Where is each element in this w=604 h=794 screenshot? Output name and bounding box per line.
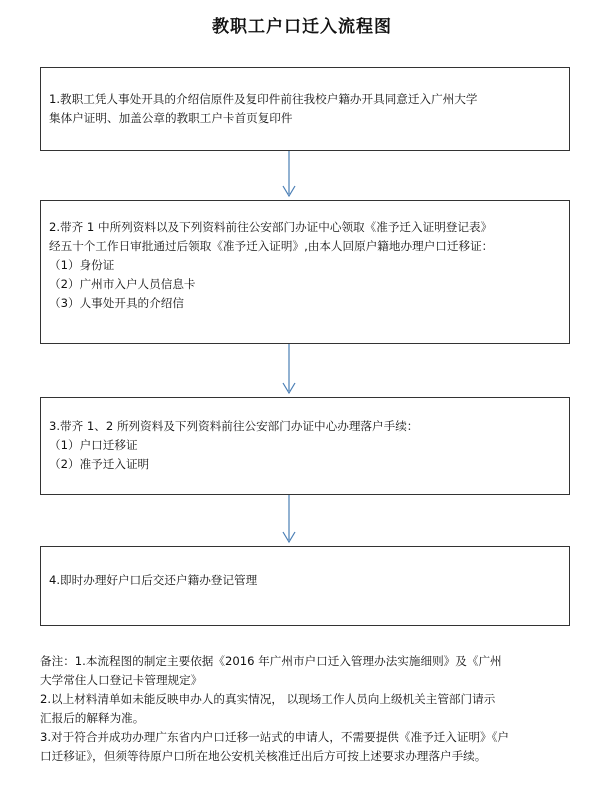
step-1-line-1: 1.教职工凭人事处开具的介绍信原件及复印件前往我校户籍办开具同意迁入广州大学 — [49, 92, 478, 106]
step-3-line-1: 3.带齐 1、2 所列资料及下列资料前往公安部门办证中心办理落户手续： — [49, 419, 419, 433]
note-line-2: 大学常住人口登记卡管理规定》 — [40, 673, 203, 687]
note-line-3: 2.以上材料清单如未能反映申办人的真实情况， 以现场工作人员向上级机关主管部门请示 — [40, 692, 496, 706]
note-line-5: 3.对于符合并成功办理广东省内户口迁移一站式的申请人，不需要提供《准予迁入证明》《户 — [40, 730, 510, 744]
step-2-line-2: 经五十个工作日审批通过后领取《准予迁入证明》,由本人回原户籍地办理户口迁移证： — [49, 239, 494, 253]
notes-section — [40, 652, 585, 766]
step-2-line-1: 2.带齐 1 中所列资料以及下列资料前往公安部门办证中心领取《准予迁入证明登记表》 — [49, 220, 493, 234]
flow-step-3 — [40, 397, 570, 495]
step-2-line-4: （2）广州市入户人员信息卡 — [49, 277, 196, 291]
arrow-step2-to-step3 — [283, 344, 295, 393]
step-4-line-1: 4.即时办理好户口后交还户籍办登记管理 — [49, 573, 258, 587]
step-3-line-2: （1）户口迁移证 — [49, 438, 138, 452]
arrow-step1-to-step2 — [283, 151, 295, 196]
note-line-6: 口迁移证》，但须等待原户口所在地公安机关核准迁出后方可按上述要求办理落户手续。 — [40, 749, 487, 763]
flow-step-4 — [40, 546, 570, 626]
note-line-4: 汇报后的解释为准。 — [40, 711, 145, 725]
step-2-line-3: （1）身份证 — [49, 258, 115, 272]
note-line-1: 备注：1.本流程图的制定主要依据《2016 年广州市户口迁入管理办法实施细则》及《广州 — [40, 654, 502, 668]
arrow-step3-to-step4 — [283, 495, 295, 542]
flow-step-2 — [40, 200, 570, 344]
step-3-line-3: （2）准予迁入证明 — [49, 457, 150, 471]
page-title: 教职工户口迁入流程图 — [212, 17, 392, 37]
step-1-line-2: 集体户证明、加盖公章的教职工户卡首页复印件 — [49, 111, 293, 125]
step-2-line-5: （3）人事处开具的介绍信 — [49, 296, 184, 310]
flow-step-1 — [40, 67, 570, 151]
